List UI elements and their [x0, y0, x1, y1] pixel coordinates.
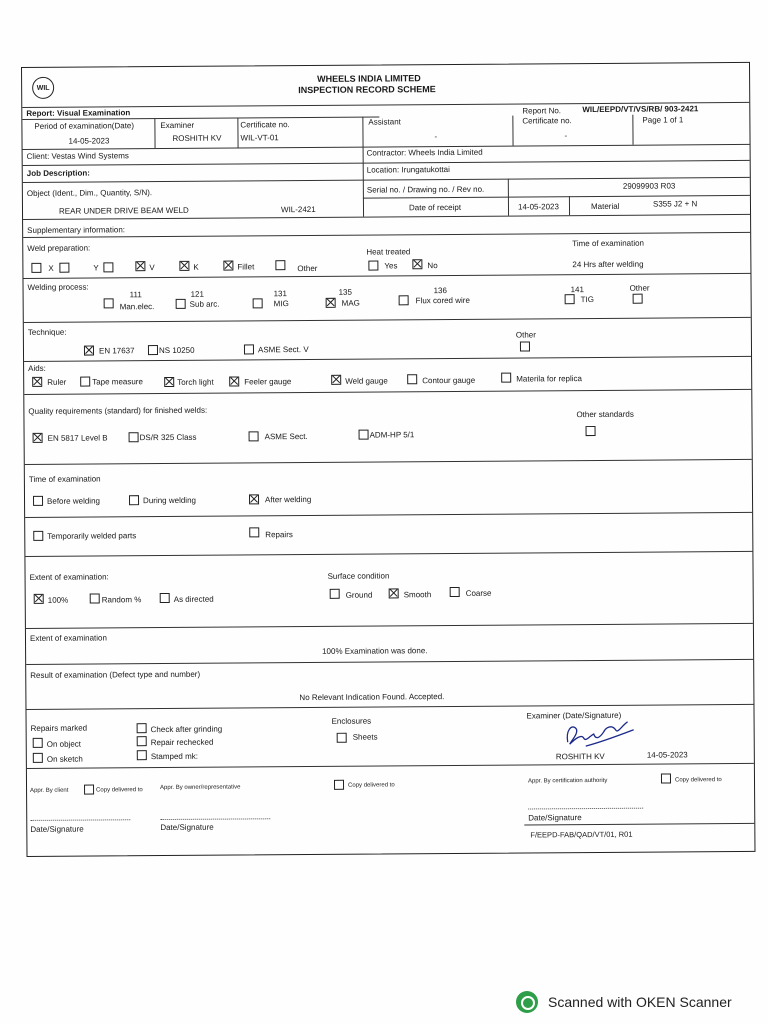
quality-other-label: Other standards [576, 409, 634, 420]
process-135: 135 [338, 287, 352, 297]
examiner-date: 14-05-2023 [646, 750, 688, 760]
period-value: 14-05-2023 [68, 136, 110, 146]
material-value: S355 J2 + N [652, 199, 698, 209]
check-grinding-checkbox[interactable] [137, 723, 147, 733]
object-code: WIL-2421 [280, 204, 316, 215]
after-welding-label: After welding [264, 494, 312, 505]
technique-ns10250-label: NS 10250 [158, 345, 195, 356]
company-logo: WIL [32, 77, 54, 99]
weld-prep-label: Weld preparation: [27, 243, 91, 253]
time-exam-value: 24 Hrs after welding [572, 259, 644, 270]
copy-delivered-2-checkbox[interactable] [334, 780, 344, 790]
aids-ruler-label: Ruler [47, 377, 67, 387]
appr-owner-label: Appr. By owner/representative [160, 784, 241, 792]
certificate2-value: - [564, 131, 568, 141]
on-object-label: On object [46, 739, 82, 749]
aids-feeler-checkbox[interactable] [229, 376, 239, 386]
result-label: Result of examination (Defect type and number) [30, 669, 201, 680]
temp-welded-checkbox[interactable] [33, 531, 43, 541]
process-tig-label: TIG [580, 295, 595, 305]
surface-ground-checkbox[interactable] [330, 589, 340, 599]
technique-ns10250-checkbox[interactable] [148, 345, 158, 355]
repairs-label: Repairs [265, 530, 293, 540]
page-number: Page 1 of 1 [642, 115, 684, 125]
extent-directed-label: As directed [173, 594, 214, 604]
heat-treated-label: Heat treated [366, 247, 411, 257]
examiner-value: ROSHITH KV [172, 133, 222, 143]
surface-smooth-checkbox[interactable] [389, 588, 399, 598]
process-mag-checkbox[interactable] [326, 298, 336, 308]
copy-delivered-1-checkbox[interactable] [84, 785, 94, 795]
examiner-signature [562, 716, 642, 751]
heat-yes-checkbox[interactable] [368, 261, 378, 271]
serial-value: 29099903 R03 [622, 181, 676, 191]
during-welding-label: During welding [142, 495, 196, 506]
aids-torch-checkbox[interactable] [164, 377, 174, 387]
heat-no-label: No [427, 261, 438, 271]
extent-random-checkbox[interactable] [90, 593, 100, 603]
process-other-checkbox[interactable] [633, 294, 643, 304]
extent-random-label: Random % [101, 595, 142, 605]
report-title: Report: Visual Examination [26, 108, 131, 118]
repairs-checkbox[interactable] [249, 527, 259, 537]
certificate2-label: Certificate no. [522, 116, 572, 126]
on-sketch-checkbox[interactable] [33, 753, 43, 763]
process-subarc-label: Sub arc. [189, 299, 220, 309]
before-welding-label: Before welding [47, 496, 100, 506]
aids-contour-label: Contour gauge [422, 375, 476, 386]
sheets-label: Sheets [352, 732, 378, 742]
serial-label: Serial no. / Drawing no. / Rev no. [366, 184, 485, 195]
process-tig-checkbox[interactable] [565, 294, 575, 304]
process-flux-checkbox[interactable] [399, 295, 409, 305]
check-grinding-label: Check after grinding [150, 724, 223, 735]
quality-adm-checkbox[interactable] [359, 430, 369, 440]
examiner-sign-label: Examiner (Date/Signature) [526, 710, 622, 721]
certificate-label: Certificate no. [240, 120, 290, 130]
prep-y-pre-checkbox[interactable] [59, 263, 69, 273]
stamped-label: Stamped mk: [150, 751, 198, 762]
before-welding-checkbox[interactable] [33, 496, 43, 506]
heat-yes-label: Yes [384, 261, 398, 271]
surface-coarse-label: Coarse [465, 588, 492, 598]
scanner-watermark [516, 991, 732, 1013]
process-other-label: Other [629, 283, 650, 293]
during-welding-checkbox[interactable] [129, 495, 139, 505]
extent2-label: Extent of examination [29, 633, 107, 643]
client: Client: Vestas Wind Systems [26, 151, 129, 161]
time-exam-label: Time of examination [28, 474, 101, 484]
technique-asme-checkbox[interactable] [244, 344, 254, 354]
scanner-logo-icon [516, 991, 538, 1013]
technique-other-checkbox[interactable] [520, 341, 530, 351]
object-value: REAR UNDER DRIVE BEAM WELD [58, 205, 189, 216]
prep-v-label: V [149, 263, 155, 273]
quality-asme-label: ASME Sect. [264, 432, 308, 442]
process-121: 121 [190, 289, 204, 299]
result-value: No Relevant Indication Found. Accepted. [299, 692, 445, 703]
aids-tape-checkbox[interactable] [80, 377, 90, 387]
quality-dsr-checkbox[interactable] [129, 432, 139, 442]
quality-en5817-label: EN 5817 Level B [47, 433, 108, 443]
prep-y-label: Y [93, 263, 99, 273]
prep-fillet-label: Fillet [237, 262, 255, 272]
process-141: 141 [570, 285, 584, 295]
process-mig-label: MIG [273, 299, 289, 309]
stamped-checkbox[interactable] [137, 750, 147, 760]
on-object-checkbox[interactable] [33, 738, 43, 748]
prep-other-checkbox[interactable] [275, 260, 285, 270]
examiner-label: Examiner [160, 120, 195, 131]
prep-k-label: K [193, 262, 199, 272]
object-label: Object (Ident., Dim., Quantity, S/N). [26, 188, 153, 198]
aids-weld-checkbox[interactable] [331, 375, 341, 385]
on-sketch-label: On sketch [46, 754, 83, 764]
heat-no-checkbox[interactable] [412, 259, 422, 269]
prep-v-checkbox[interactable] [135, 261, 145, 271]
technique-asme-label: ASME Sect. V [257, 344, 309, 355]
copy-delivered-3-label: Copy delivered to [674, 777, 722, 784]
inspection-form [21, 62, 755, 857]
welding-process-label: Welding process: [27, 282, 89, 292]
scanner-text: Scanned with OKEN Scanner [548, 994, 732, 1010]
extent-label: Extent of examination: [29, 572, 109, 582]
report-no: WIL/EEPD/VT/VS/RB/ 903-2421 [582, 104, 699, 115]
time-exam-label-top: Time of examination [572, 238, 645, 249]
surface-ground-label: Ground [345, 590, 373, 600]
extent-100-label: 100% [47, 595, 69, 605]
company-name: WHEELS INDIA LIMITED [317, 73, 421, 84]
process-subarc-checkbox[interactable] [176, 299, 186, 309]
extent2-value: 100% Examination was done. [322, 646, 428, 656]
receipt-label: Date of receipt [408, 202, 462, 213]
aids-weld-label: Weld gauge [345, 376, 388, 386]
process-mig-checkbox[interactable] [253, 298, 263, 308]
quality-dsr-label: DS/R 325 Class [139, 432, 197, 443]
aids-ruler-checkbox[interactable] [32, 377, 42, 387]
technique-en17637-label: EN 17637 [98, 346, 135, 356]
examiner-name: ROSHITH KV [555, 751, 605, 762]
assistant-value: - [434, 132, 438, 142]
temp-welded-label: Temporarily welded parts [47, 531, 137, 541]
copy-delivered-3-checkbox[interactable] [661, 773, 671, 783]
repair-rechecked-label: Repair rechecked [150, 737, 214, 748]
scheme-title: INSPECTION RECORD SCHEME [298, 84, 436, 96]
process-manelec-label: Man.elec. [119, 302, 155, 312]
repairs-marked-label: Repairs marked [30, 723, 88, 733]
repair-rechecked-checkbox[interactable] [137, 736, 147, 746]
form-code: F/EEPD-FAB/QAD/VT/01, R01 [530, 829, 633, 840]
prep-fillet-checkbox[interactable] [223, 261, 233, 271]
quality-other-checkbox[interactable] [586, 426, 596, 436]
prep-x-checkbox[interactable] [31, 263, 41, 273]
prep-x-label: X [48, 263, 54, 273]
quality-label: Quality requirements (standard) for finished welds: [28, 405, 208, 416]
quality-asme-checkbox[interactable] [249, 431, 259, 441]
aids-torch-label: Torch light [177, 377, 214, 387]
prep-k-checkbox[interactable] [179, 261, 189, 271]
quality-adm-label: ADM-HP 5/1 [369, 430, 415, 440]
aids-replica-label: Materila for replica [516, 374, 583, 384]
process-flux-label: Flux cored wire [415, 295, 470, 306]
supplementary-label: Supplementary information: [27, 225, 125, 235]
technique-label: Technique: [27, 327, 67, 337]
location: Location: Irungatukottai [366, 165, 450, 175]
prep-y-checkbox[interactable] [103, 262, 113, 272]
quality-en5817-checkbox[interactable] [33, 433, 43, 443]
job-description: Job Description: [26, 168, 90, 178]
date-signature-3: Date/Signature [528, 813, 582, 823]
technique-en17637-checkbox[interactable] [84, 345, 94, 355]
appr-cert-label: Appr. By certification authority [527, 777, 608, 785]
surface-coarse-checkbox[interactable] [450, 587, 460, 597]
process-131: 131 [273, 289, 287, 299]
sheets-checkbox[interactable] [337, 733, 347, 743]
process-mag-label: MAG [341, 298, 360, 308]
enclosures-label: Enclosures [331, 716, 372, 726]
extent-directed-checkbox[interactable] [160, 593, 170, 603]
assistant-label: Assistant [368, 117, 401, 127]
technique-other-label: Other [515, 330, 536, 340]
appr-client-label: Appr. By client [30, 787, 69, 794]
period-label: Period of examination(Date) [34, 121, 135, 131]
contractor: Contractor: Wheels India Limited [366, 147, 483, 158]
date-signature-1: Date/Signature [30, 824, 84, 834]
process-111: 111 [129, 290, 142, 300]
prep-other-label: Other [297, 263, 318, 274]
report-no-label: Report No. [522, 106, 562, 116]
surface-label: Surface condition [327, 571, 390, 581]
material-label: Material [590, 201, 620, 212]
certificate-value: WIL-VT-01 [240, 133, 279, 143]
aids-contour-checkbox[interactable] [407, 374, 417, 384]
process-136: 136 [433, 286, 447, 296]
surface-smooth-label: Smooth [403, 590, 432, 600]
copy-delivered-2-label: Copy delivered to [348, 782, 395, 789]
extent-100-checkbox[interactable] [34, 594, 44, 604]
receipt-date: 14-05-2023 [517, 202, 559, 212]
copy-delivered-1-label: Copy delivered to [96, 787, 143, 794]
aids-label: Aids: [28, 363, 46, 373]
process-manelec-checkbox[interactable] [104, 298, 114, 308]
after-welding-checkbox[interactable] [249, 494, 259, 504]
aids-feeler-label: Feeler gauge [244, 377, 292, 387]
date-signature-2: Date/Signature [160, 822, 214, 833]
aids-tape-label: Tape measure [92, 377, 143, 387]
aids-replica-checkbox[interactable] [501, 373, 511, 383]
